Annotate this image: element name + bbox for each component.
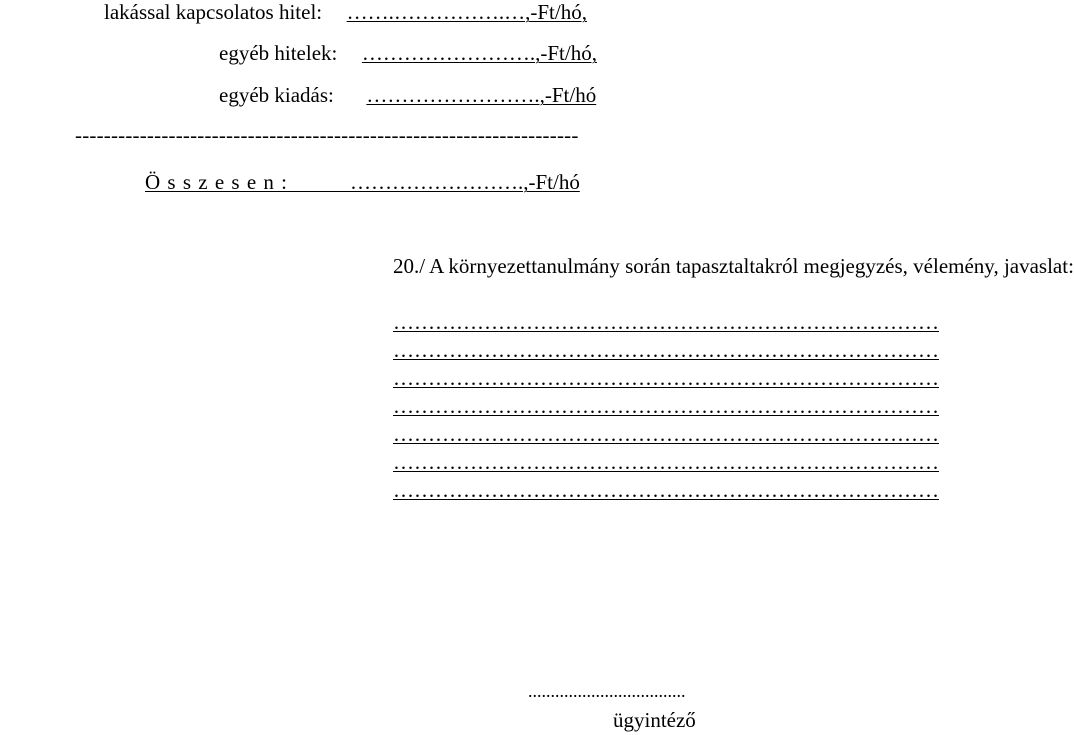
- total-label: Ö s s z e s e n :: [145, 170, 288, 194]
- remark-line[interactable]: ……………………………………………………………………: [393, 394, 939, 418]
- total-value: …………………….,-Ft/hó: [349, 170, 580, 194]
- other-expenses-label: egyéb kiadás:: [219, 83, 334, 107]
- housing-loan-row: [104, 2, 587, 23]
- signature-label: ügyintéző: [613, 708, 696, 732]
- total-row: [145, 172, 580, 193]
- section-20-heading: 20./ A környezettanulmány során tapasztaltakról megjegyzés, vélemény, javaslat:: [393, 254, 1074, 278]
- signature-dots: ...................................: [528, 681, 686, 701]
- other-loans-row: [219, 43, 597, 64]
- remark-line[interactable]: ……………………………………………………………………: [393, 366, 939, 390]
- other-expenses-value: …………………….,-Ft/hó: [366, 83, 597, 107]
- other-loans-value: …………………….,-Ft/hó,: [361, 41, 597, 65]
- remark-line[interactable]: ……………………………………………………………………: [393, 478, 939, 502]
- other-expenses-row: [219, 85, 596, 106]
- housing-loan-label: lakással kapcsolatos hitel:: [104, 0, 323, 24]
- total-underline: [288, 190, 350, 192]
- housing-loan-value: …….…………….…,-Ft/hó,: [346, 0, 587, 24]
- separator-line: ----------------------------------------------------------------------: [75, 123, 579, 147]
- remark-line[interactable]: ……………………………………………………………………: [393, 450, 939, 474]
- remark-line[interactable]: ……………………………………………………………………: [393, 338, 939, 362]
- remark-line[interactable]: ……………………………………………………………………: [393, 422, 939, 446]
- remark-line[interactable]: ……………………………………………………………………: [393, 310, 939, 334]
- other-loans-label: egyéb hitelek:: [219, 41, 338, 65]
